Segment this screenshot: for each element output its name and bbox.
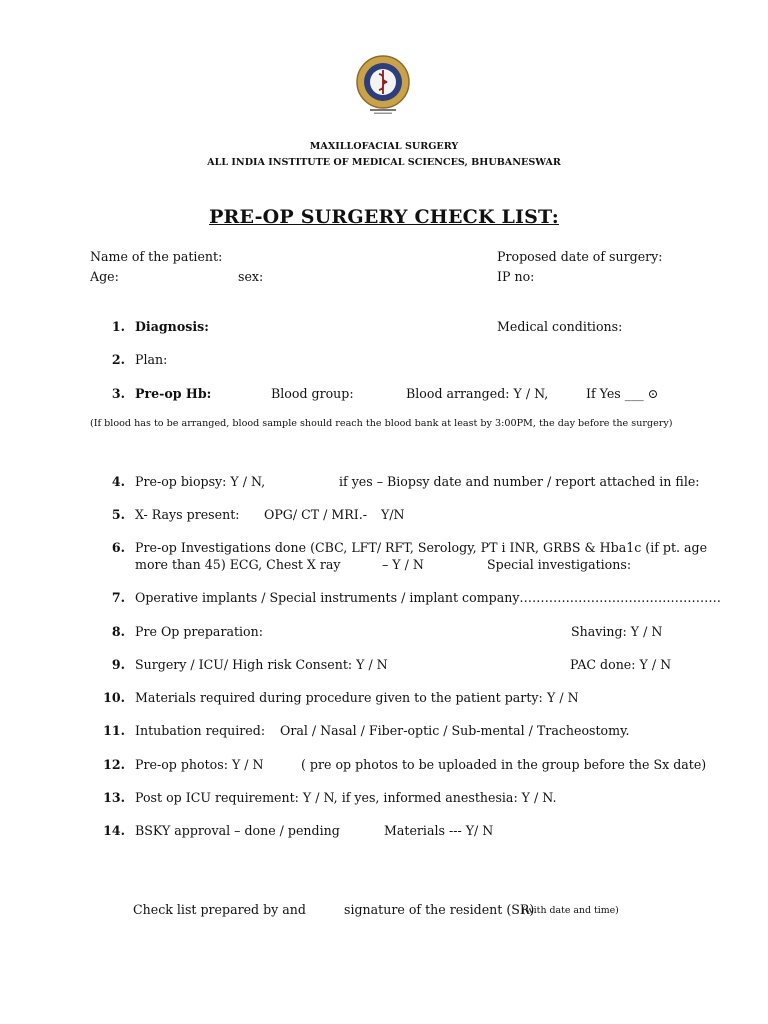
investigations-line-1: Pre-op Investigations done (CBC, LFT/ RFT, Serology, PT i INR, GRBS & Hba1c (if pt. age	[135, 540, 708, 555]
xray-yn: Y/N	[381, 507, 405, 522]
medical-conditions-label: Medical conditions:	[497, 319, 623, 334]
diagnosis-label: Diagnosis:	[135, 319, 209, 334]
intubation-options: Oral / Nasal / Fiber-optic / Sub-mental / Tracheostomy.	[280, 723, 630, 738]
item-number-12: 12.	[103, 757, 125, 772]
with-date-label: (with date and time)	[522, 905, 619, 916]
implants-label: Operative implants / Special instruments / implant company…………………………………………	[135, 590, 721, 605]
item-number-3: 3.	[111, 386, 125, 401]
xray-types: OPG/ CT / MRI.-	[264, 507, 368, 522]
item-number-6: 6.	[111, 540, 125, 555]
if-yes-label: If Yes ___ ⊙	[586, 386, 659, 401]
item-number-11: 11.	[103, 723, 125, 738]
blood-group-label: Blood group:	[271, 386, 354, 401]
institute-name: ALL INDIA INSTITUTE OF MEDICAL SCIENCES, BHUBANESWAR	[207, 157, 561, 168]
item-number-9: 9.	[111, 657, 125, 672]
intubation-label: Intubation required:	[135, 723, 266, 738]
materials-yn-2: Materials --- Y/ N	[384, 823, 494, 838]
preparation-label: Pre Op preparation:	[135, 624, 263, 639]
consent-label: Surgery / ICU/ High risk Consent: Y / N	[135, 657, 388, 672]
item-number-5: 5.	[111, 507, 125, 522]
materials-given-label: Materials required during procedure given to the patient party:	[135, 690, 543, 705]
item-number-4: 4.	[111, 474, 125, 489]
investigations-line-2: more than 45) ECG, Chest X ray	[135, 557, 341, 572]
item-number-2: 2.	[111, 352, 125, 367]
photos-label: Pre-op photos: Y / N	[135, 757, 264, 772]
item-number-8: 8.	[111, 624, 125, 639]
ip-number-label: IP no:	[497, 269, 535, 284]
patient-name-label: Name of the patient:	[90, 249, 223, 264]
emblem-icon	[355, 54, 411, 116]
proposed-date-label: Proposed date of surgery:	[497, 249, 663, 264]
page-title: PRE-OP SURGERY CHECK LIST:	[209, 206, 559, 228]
icu-label: Post op ICU requirement: Y / N, if yes, informed anesthesia: Y / N.	[135, 790, 557, 805]
plan-label: Plan:	[135, 352, 168, 367]
biopsy-details-label: if yes – Biopsy date and number / report attached in file:	[339, 474, 700, 489]
item-number-1: 1.	[111, 319, 125, 334]
department-name: MAXILLOFACIAL SURGERY	[309, 141, 459, 152]
item-number-13: 13.	[103, 790, 125, 805]
blood-note: (If blood has to be arranged, blood sample should reach the blood bank at least by 3:00PM, the day before the surgery)	[90, 418, 673, 429]
age-label: Age:	[90, 269, 119, 284]
item-number-10: 10.	[103, 690, 125, 705]
item-number-7: 7.	[111, 590, 125, 605]
sex-label: sex:	[238, 269, 264, 284]
bsky-label: BSKY approval – done / pending	[135, 823, 340, 838]
pac-label: PAC done: Y / N	[570, 657, 672, 672]
special-investigations-label: Special investigations:	[487, 557, 632, 572]
xrays-label: X- Rays present:	[135, 507, 240, 522]
investigations-yn: – Y / N	[382, 557, 424, 572]
blood-arranged-label: Blood arranged: Y / N,	[406, 386, 549, 401]
preop-hb-label: Pre-op Hb:	[135, 386, 212, 401]
photos-note: ( pre op photos to be uploaded in the group before the Sx date)	[301, 757, 707, 772]
shaving-label: Shaving: Y / N	[571, 624, 663, 639]
prepared-by-label: Check list prepared by and	[133, 902, 306, 917]
biopsy-label: Pre-op biopsy: Y / N,	[135, 474, 266, 489]
signature-label: signature of the resident (SR)	[344, 902, 535, 917]
materials-yn: Y / N	[547, 690, 579, 705]
item-number-14: 14.	[103, 823, 125, 838]
